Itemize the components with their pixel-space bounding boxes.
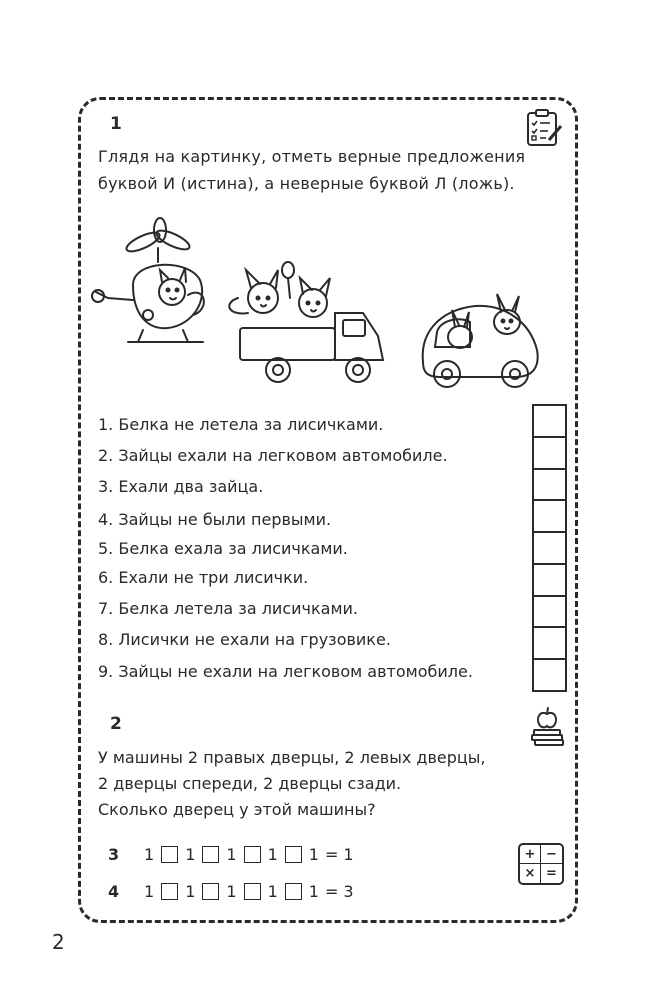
statement-8: 8. Лисички не ехали на грузовике. xyxy=(98,630,391,649)
page-number: 2 xyxy=(52,930,65,954)
operator-box[interactable] xyxy=(202,883,219,900)
statement-9: 9. Зайцы не ехали на легковом автомобиле. xyxy=(98,662,473,681)
multiply-sign: × xyxy=(520,864,541,883)
task-3-equation xyxy=(108,843,357,865)
operand: 1 xyxy=(308,881,319,901)
car-illustration xyxy=(415,292,550,392)
operator-box[interactable] xyxy=(244,846,261,863)
operand: 1 xyxy=(144,881,155,901)
answer-box-2[interactable] xyxy=(534,438,565,470)
operand: 1 xyxy=(185,881,196,901)
answer-box-9[interactable] xyxy=(534,660,565,690)
operator-box[interactable] xyxy=(244,883,261,900)
task-4-number: 4 xyxy=(108,881,120,901)
truck-illustration xyxy=(218,258,398,388)
operand: 1 xyxy=(144,844,155,864)
answer-box-8[interactable] xyxy=(534,628,565,660)
plus-sign: + xyxy=(520,845,541,864)
helicopter-illustration xyxy=(88,220,218,350)
operand: 1 xyxy=(185,844,196,864)
statement-1: 1. Белка не летела за лисичками. xyxy=(98,415,384,434)
operand: 1 xyxy=(267,881,278,901)
answer-box-5[interactable] xyxy=(534,533,565,565)
operator-box[interactable] xyxy=(161,883,178,900)
minus-sign: − xyxy=(541,845,562,864)
answer-box-1[interactable] xyxy=(534,406,565,438)
answer-box-3[interactable] xyxy=(534,470,565,502)
statement-2: 2. Зайцы ехали на легковом автомобиле. xyxy=(98,446,448,465)
operator-box[interactable] xyxy=(202,846,219,863)
answer-column xyxy=(532,404,567,692)
instruction-line-2: буквой И (истина), а неверные буквой Л (ложь). xyxy=(98,174,515,193)
result: = 3 xyxy=(324,881,354,901)
operator-box[interactable] xyxy=(285,846,302,863)
task-1-number: 1 xyxy=(110,114,122,134)
operand: 1 xyxy=(308,844,319,864)
task-3-number: 3 xyxy=(108,844,120,864)
statement-4: 4. Зайцы не были первыми. xyxy=(98,510,332,529)
answer-box-7[interactable] xyxy=(534,597,565,629)
operand: 1 xyxy=(226,844,237,864)
task-2-line-2: 2 дверцы спереди, 2 дверцы сзади. xyxy=(98,774,402,793)
answer-box-4[interactable] xyxy=(534,501,565,533)
calculator-icon xyxy=(518,843,564,885)
operator-box[interactable] xyxy=(161,846,178,863)
answer-box-6[interactable] xyxy=(534,565,565,597)
task-2-line-3: Сколько дверец у этой машины? xyxy=(98,800,376,819)
statement-3: 3. Ехали два зайца. xyxy=(98,477,264,496)
operator-box[interactable] xyxy=(285,883,302,900)
statement-7: 7. Белка летела за лисичками. xyxy=(98,599,358,618)
equals-sign: = xyxy=(546,866,557,881)
statement-6: 6. Ехали не три лисички. xyxy=(98,568,309,587)
result: = 1 xyxy=(324,844,354,864)
statement-5: 5. Белка ехала за лисичками. xyxy=(98,539,348,558)
operand: 1 xyxy=(267,844,278,864)
books-apple-icon xyxy=(528,706,566,748)
checklist-icon xyxy=(524,108,564,148)
task-2-number: 2 xyxy=(110,714,122,734)
task-4-equation xyxy=(108,880,357,902)
operand: 1 xyxy=(226,881,237,901)
instruction-line-1: Глядя на картинку, отметь верные предложения xyxy=(98,147,526,166)
task-2-line-1: У машины 2 правых дверцы, 2 левых дверцы, xyxy=(98,748,486,767)
